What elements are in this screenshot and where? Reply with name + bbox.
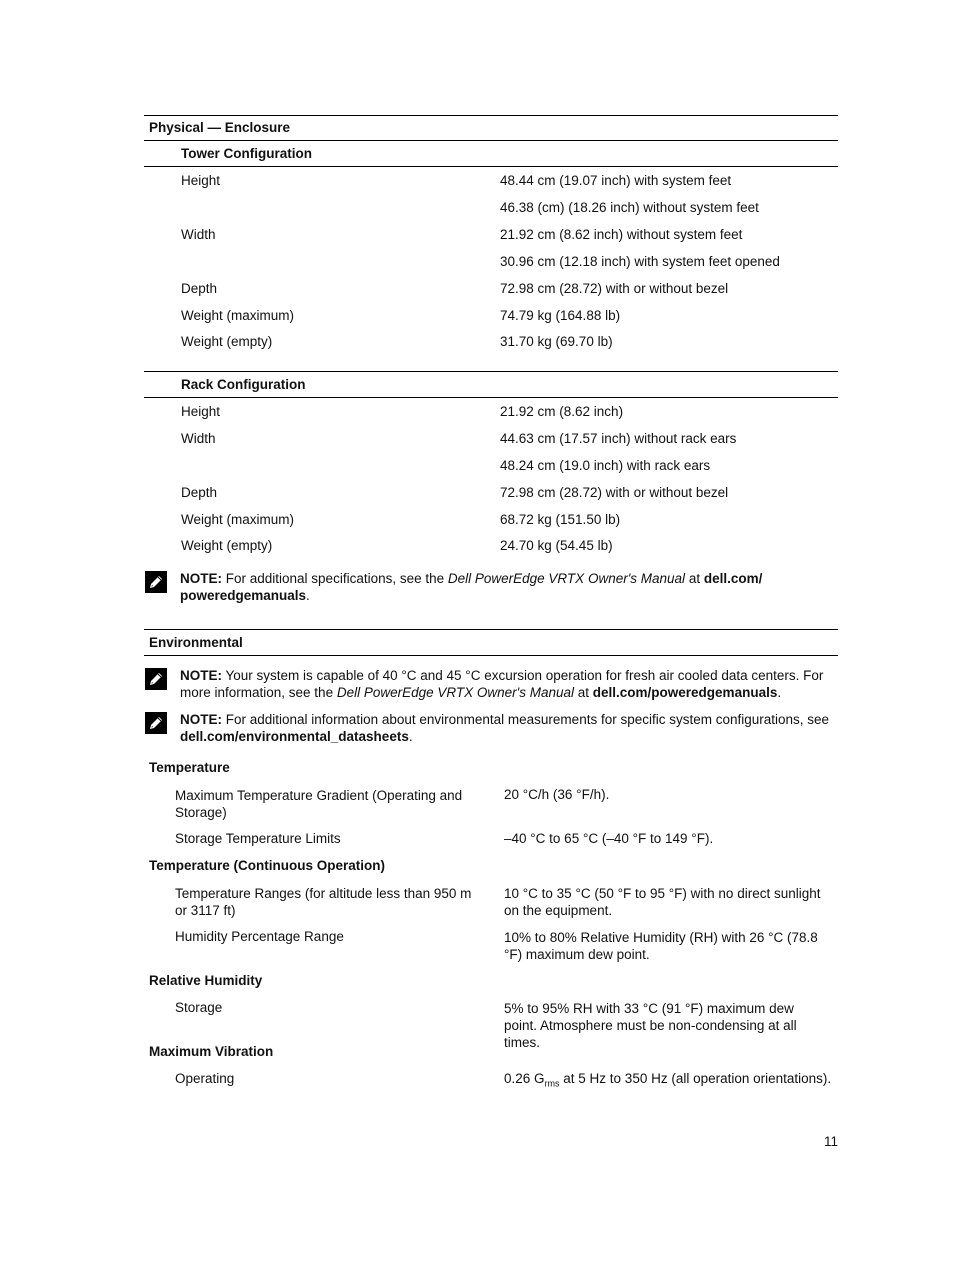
- rule-physical-bottom: [144, 140, 838, 141]
- temp-label-gradient: Maximum Temperature Gradient (Operating and Storage): [175, 788, 463, 820]
- rule-rack-top: [144, 371, 838, 372]
- cont-label-humidity: Humidity Percentage Range: [175, 929, 344, 944]
- pencil-note-icon: [145, 668, 167, 690]
- tower-value-weight-max: 74.79 kg (164.88 lb): [500, 308, 621, 323]
- tower-value-depth: 72.98 cm (28.72) with or without bezel: [500, 281, 729, 296]
- rack-value-width-2: 48.24 cm (19.0 inch) with rack ears: [500, 458, 711, 473]
- humidity-value-storage: 5% to 95% RH with 33 °C (91 °F) maximum dew point. Atmosphere must be non-condensing at all times.: [504, 1001, 797, 1050]
- rack-value-weight-empty: 24.70 kg (54.45 lb): [500, 538, 613, 553]
- vibration-value-sub: rms: [544, 1078, 560, 1089]
- datasheets-link[interactable]: dell.com/environmental_datasheets: [180, 729, 409, 744]
- env-note-excursion: [180, 667, 830, 701]
- subheading-continuous: Temperature (Continuous Operation): [149, 858, 386, 873]
- rule-tower-bottom: [144, 166, 838, 167]
- section-title-physical: Physical — Enclosure: [149, 120, 291, 135]
- note-label: NOTE:: [180, 712, 222, 727]
- pencil-note-icon: [145, 571, 167, 593]
- rack-value-depth: 72.98 cm (28.72) with or without bezel: [500, 485, 729, 500]
- tower-value-width: 21.92 cm (8.62 inch) without system feet: [500, 227, 743, 242]
- page-number: 11: [823, 1134, 838, 1149]
- rack-value-height: 21.92 cm (8.62 inch): [500, 404, 624, 419]
- vibration-value-rest: at 5 Hz to 350 Hz (all operation orientations).: [559, 1071, 832, 1086]
- tower-label-depth: Depth: [181, 281, 218, 296]
- note-end: .: [408, 729, 413, 744]
- subheading-vibration: Maximum Vibration: [149, 1044, 274, 1059]
- subheading-humidity: Relative Humidity: [149, 973, 263, 988]
- pencil-note-icon: [145, 712, 167, 734]
- manual-link[interactable]: dell.com/: [703, 571, 763, 586]
- manual-link-cont[interactable]: poweredgemanuals: [180, 588, 307, 603]
- tower-label-weight-max: Weight (maximum): [181, 308, 295, 323]
- note-text: Your system is capable of 40 °C and 45 °C excursion operation for fresh air cooled data centers. For more information, see the: [180, 668, 824, 700]
- tower-value-width-2: 30.96 cm (12.18 inch) with system feet opened: [500, 254, 780, 269]
- note-label: NOTE:: [180, 668, 222, 683]
- note-text: For additional information about environmental measurements for specific system configurations, see: [222, 712, 830, 727]
- rule-rack-bottom: [144, 397, 838, 398]
- note-end: .: [306, 588, 310, 603]
- tower-label-width: Width: [181, 227, 216, 242]
- rule-env-bottom: [144, 655, 838, 656]
- manual-link[interactable]: dell.com/poweredgemanuals: [592, 685, 778, 700]
- vibration-value-operating: [504, 1071, 831, 1089]
- tower-value-height-2: 46.38 (cm) (18.26 inch) without system feet: [500, 200, 759, 215]
- note-label: NOTE:: [180, 571, 222, 586]
- tower-value-weight-empty: 31.70 kg (69.70 lb): [500, 334, 613, 349]
- humidity-label-storage: Storage: [175, 1000, 223, 1015]
- rack-label-weight-empty: Weight (empty): [181, 538, 273, 553]
- section-title-environmental: Environmental: [149, 635, 243, 650]
- note-text: For additional specifications, see the: [222, 571, 448, 586]
- note-text: at: [685, 571, 704, 586]
- tower-value-height: 48.44 cm (19.07 inch) with system feet: [500, 173, 732, 188]
- manual-title: Dell PowerEdge VRTX Owner's Manual: [447, 571, 686, 586]
- vibration-value-main: 0.26 G: [504, 1071, 545, 1086]
- manual-title: Dell PowerEdge VRTX Owner's Manual: [336, 685, 575, 700]
- subheading-tower: Tower Configuration: [181, 146, 312, 161]
- rack-label-height: Height: [181, 404, 221, 419]
- rack-label-depth: Depth: [181, 485, 218, 500]
- temp-value-gradient: 20 °C/h (36 °F/h).: [504, 787, 610, 802]
- rack-label-width: Width: [181, 431, 216, 446]
- top-rule: [144, 115, 838, 116]
- rack-value-weight-max: 68.72 kg (151.50 lb): [500, 512, 621, 527]
- physical-note: [180, 570, 830, 604]
- note-end: .: [777, 685, 782, 700]
- rack-value-width: 44.63 cm (17.57 inch) without rack ears: [500, 431, 737, 446]
- subheading-temperature: Temperature: [149, 760, 230, 775]
- temp-label-storage: Storage Temperature Limits: [175, 831, 341, 846]
- cont-value-range: 10 °C to 35 °C (50 °F to 95 °F) with no direct sunlight on the equipment.: [504, 886, 821, 918]
- tower-label-weight-empty: Weight (empty): [181, 334, 273, 349]
- cont-value-humidity: 10% to 80% Relative Humidity (RH) with 26 °C (78.8 °F) maximum dew point.: [504, 930, 818, 962]
- vibration-label-operating: Operating: [175, 1071, 235, 1086]
- note-text: at: [574, 685, 593, 700]
- subheading-rack: Rack Configuration: [181, 377, 306, 392]
- tower-label-height: Height: [181, 173, 221, 188]
- env-note-datasheets: [180, 711, 830, 745]
- cont-label-range: Temperature Ranges (for altitude less than 950 m or 3117 ft): [175, 886, 472, 918]
- temp-value-storage: –40 °C to 65 °C (–40 °F to 149 °F).: [504, 831, 714, 846]
- rule-env-top: [144, 629, 838, 630]
- rack-label-weight-max: Weight (maximum): [181, 512, 295, 527]
